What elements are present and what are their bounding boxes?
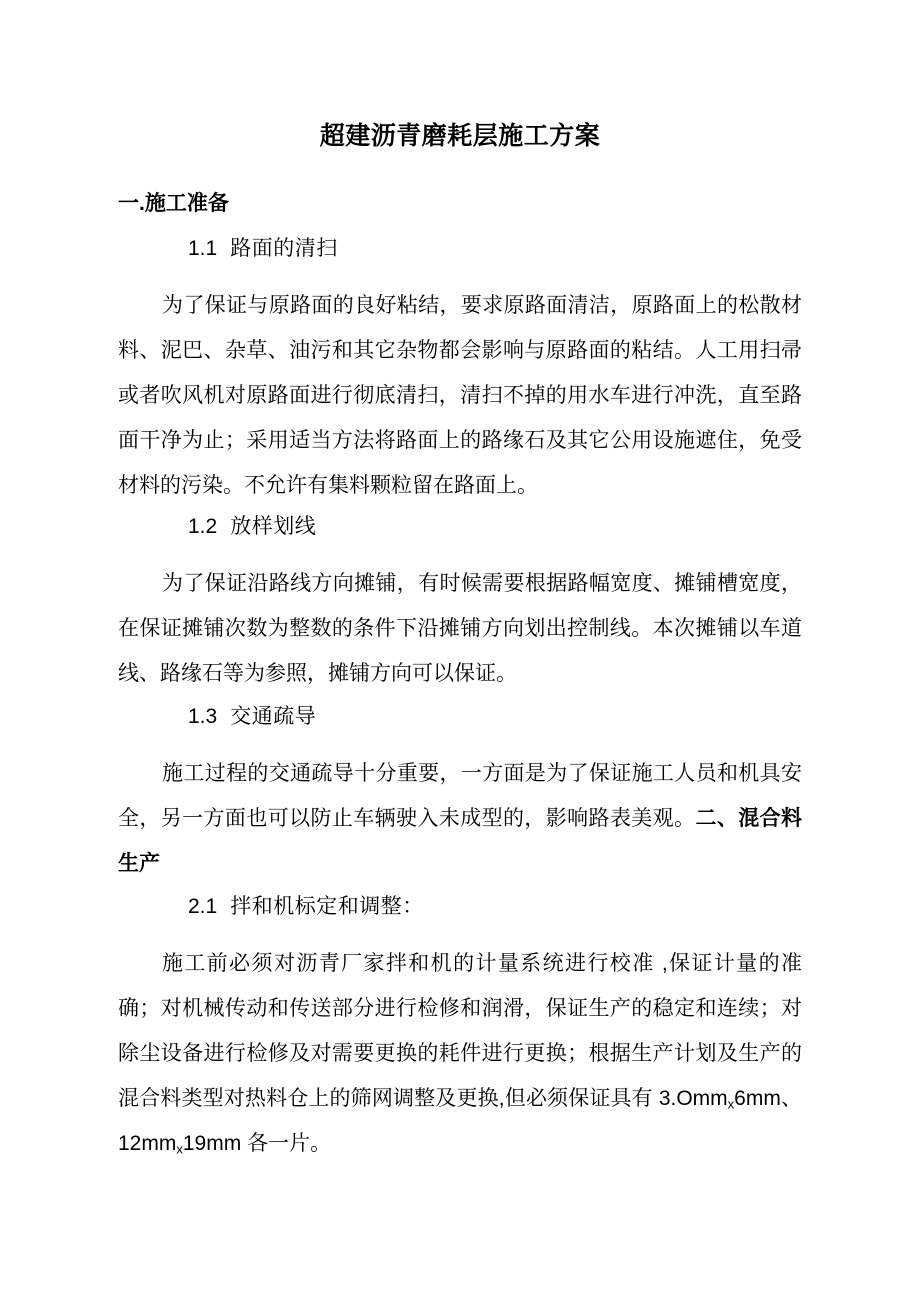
subsection-number-1-3: 1.3 [188, 705, 218, 728]
measurement-value-1: 3.Omm [658, 1087, 728, 1110]
measurement-value-3: 12mm [118, 1132, 177, 1155]
paragraph-2-1-text: 施工前必须对沥青厂家拌和机的计量系统进行校准 ,保证计量的准确；对机械传动和传送部分进行检修和润滑，保证生产的稳定和连续；对除尘设备进行检修及对需要更换的耗件进行更换；根据生产计划及生产的混合料类型对热料仓上的筛网调整及更换,但必须保证具有 [118, 952, 802, 1110]
section-heading-2-inline: 二、混合料生产 [118, 807, 803, 875]
paragraph-1-3 [118, 751, 802, 886]
subsection-number-1-2: 1.2 [188, 515, 218, 538]
measurement-subscript-1: x [727, 1096, 735, 1112]
subsection-heading-1-2 [188, 516, 316, 537]
paragraph-2-1-tail: 各一片。 [241, 1132, 332, 1155]
measurement-value-4: 19mm [182, 1132, 242, 1155]
subsection-heading-1-3 [188, 706, 316, 727]
subsection-title-2-1: 拌和机标定和调整： [230, 895, 424, 918]
subsection-number-2-1: 2.1 [188, 895, 218, 918]
section-heading-1: 一.施工准备 [118, 192, 229, 215]
measurement-group-1 [659, 1087, 802, 1110]
paragraph-1-1: 为了保证与原路面的良好粘结，要求原路面清洁，原路面上的松散材料、泥巴、杂草、油污和其它杂物都会影响与原路面的粘结。人工用扫帚或者吹风机对原路面进行彻底清扫，清扫不掉的用水车进行冲洗，直至路面干净为止；采用适当方法将路面上的路缘石及其它公用设施遮住，免受材料的污染。不允许有集料颗粒留在路面上。 [118, 294, 802, 497]
paragraph-1-2: 为了保证沿路线方向摊铺，有时候需要根据路幅宽度、摊铺槽宽度，在保证摊铺次数为整数的条件下沿摊铺方向划出控制线。本次摊铺以车道线、路缘石等为参照，摊铺方向可以保证。 [118, 572, 802, 685]
paragraph-2-1 [118, 941, 802, 1166]
subsection-number-1-1: 1.1 [188, 237, 218, 260]
subsection-title-1-3: 交通疏导 [230, 705, 317, 728]
paragraph-1-3-text: 施工过程的交通疏导十分重要，一方面是为了保证施工人员和机具安全，另一方面也可以防止车辆驶入未成型的，影响路表美观。 [118, 762, 802, 830]
subsection-heading-1-1 [188, 238, 338, 259]
subsection-title-1-2: 放样划线 [230, 515, 317, 538]
subsection-heading-2-1 [188, 896, 424, 917]
measurement-group-2 [118, 1132, 241, 1155]
page-title: 超建沥青磨耗层施工方案 [319, 122, 601, 150]
measurement-value-2: 6mm、 [734, 1087, 802, 1110]
measurement-subscript-2: x [176, 1141, 183, 1157]
subsection-title-1-1: 路面的清扫 [230, 237, 338, 260]
